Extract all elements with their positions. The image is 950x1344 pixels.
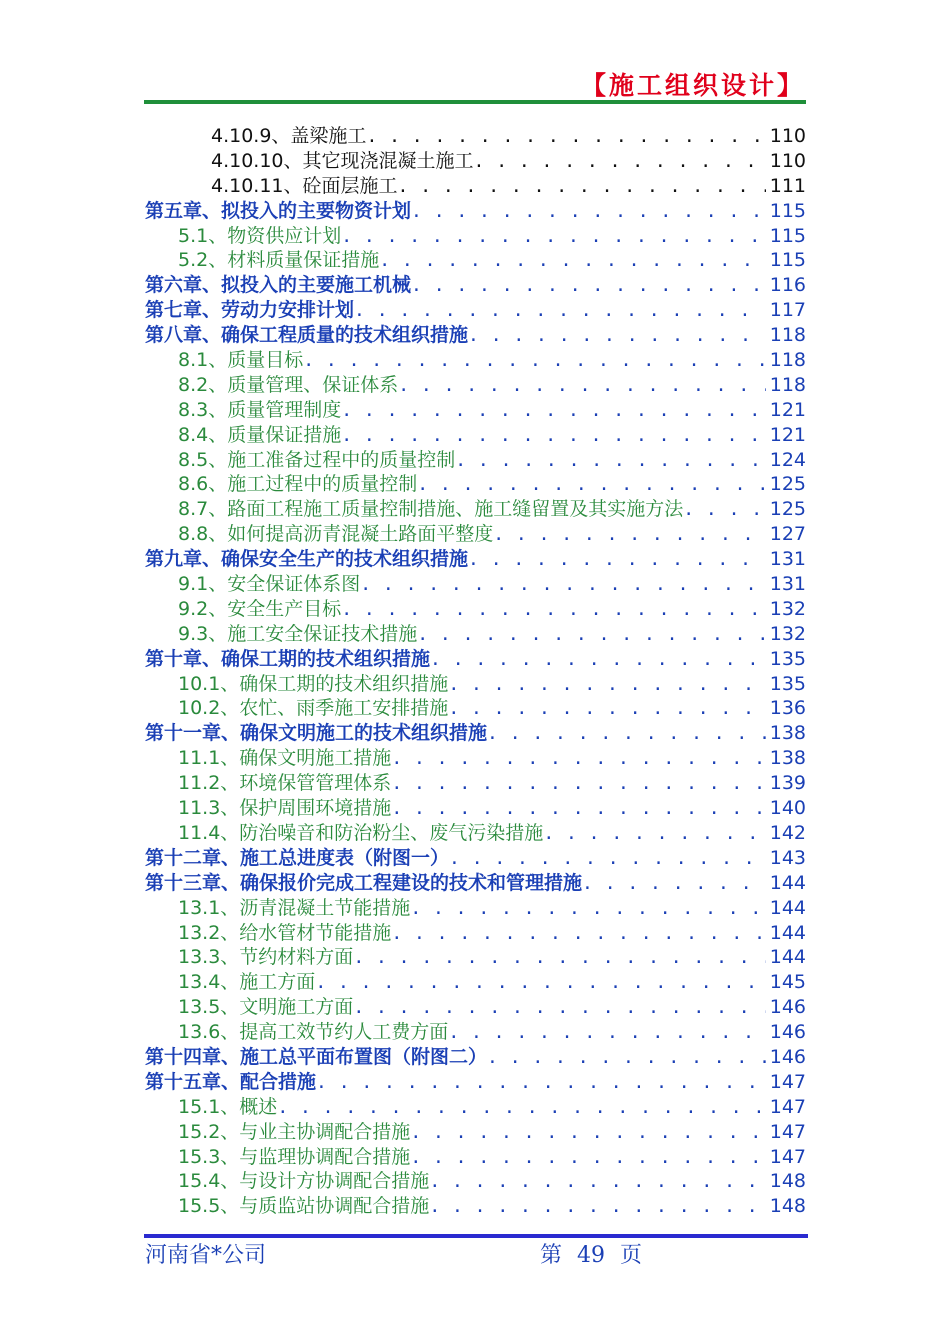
toc-entry[interactable]: [145, 522, 806, 547]
toc-entry-title: 15.4、与设计方协调配合措施: [178, 1170, 430, 1193]
toc-entry[interactable]: [145, 149, 806, 174]
toc-entry[interactable]: [145, 348, 806, 373]
toc-dot-leader: [316, 1071, 766, 1095]
toc-entry-page: 146: [769, 1021, 806, 1044]
toc-dot-leader: [582, 872, 766, 896]
toc-entry-page: 118: [769, 373, 806, 396]
toc-dot-leader: [353, 996, 765, 1020]
toc-entry-title: 13.3、节约材料方面: [178, 946, 354, 969]
toc-entry-title: 5.2、材料质量保证措施: [178, 249, 380, 272]
toc-entry-page: 125: [769, 473, 806, 496]
toc-entry-page: 139: [769, 772, 806, 795]
toc-entry[interactable]: [145, 746, 806, 771]
toc-dot-leader: [487, 722, 766, 746]
toc-dot-leader: [487, 1046, 766, 1070]
header-divider: [144, 100, 806, 104]
toc-dot-leader: [391, 797, 765, 821]
toc-entry-title: 8.3、质量管理制度: [178, 398, 342, 421]
toc-entry-page: 116: [769, 274, 806, 297]
toc-dot-leader: [455, 449, 766, 473]
toc-entry-title: 第九章、确保安全生产的技术组织措施: [145, 548, 469, 571]
toc-entry-title: 10.2、农忙、雨季施工安排措施: [178, 697, 449, 720]
toc-entry-title: 10.1、确保工期的技术组织措施: [178, 672, 449, 695]
toc-entry-page: 144: [769, 946, 806, 969]
toc-entry-page: 143: [769, 846, 806, 869]
toc-dot-leader: [448, 1021, 765, 1045]
toc-dot-leader: [341, 225, 766, 249]
toc-dot-leader: [417, 623, 766, 647]
toc-entry[interactable]: [145, 423, 806, 448]
toc-entry[interactable]: [145, 1020, 806, 1045]
toc-entry[interactable]: [145, 970, 806, 995]
toc-entry-page: 118: [769, 324, 806, 347]
toc-dot-leader: [398, 374, 766, 398]
toc-entry[interactable]: [145, 497, 806, 522]
toc-entry-page: 148: [769, 1195, 806, 1218]
toc-entry-page: 148: [769, 1170, 806, 1193]
toc-entry-title: 9.3、施工安全保证技术措施: [178, 622, 418, 645]
toc-entry[interactable]: [145, 622, 806, 647]
toc-dot-leader: [543, 822, 765, 846]
toc-entry[interactable]: [145, 945, 806, 970]
toc-entry-page: 117: [769, 299, 806, 322]
toc-entry-page: 146: [769, 1045, 806, 1068]
toc-entry-title: 11.2、环境保管管理体系: [178, 772, 392, 795]
toc-entry-page: 131: [769, 548, 806, 571]
toc-entry-title: 15.5、与质监站协调配合措施: [178, 1195, 430, 1218]
toc-entry-page: 138: [769, 747, 806, 770]
toc-entry[interactable]: [145, 846, 806, 871]
toc-entry[interactable]: [145, 323, 806, 348]
toc-entry-page: 140: [769, 797, 806, 820]
toc-dot-leader: [474, 150, 766, 174]
toc-dot-leader: [411, 200, 766, 224]
toc-entry-page: 124: [769, 448, 806, 471]
toc-dot-leader: [429, 1195, 765, 1219]
toc-entry-page: 147: [769, 1070, 806, 1093]
toc-entry[interactable]: [145, 1194, 806, 1219]
toc-entry[interactable]: [145, 199, 806, 224]
toc-entry-page: 138: [769, 722, 806, 745]
toc-entry[interactable]: [145, 448, 806, 473]
toc-entry-title: 13.6、提高工效节约人工费方面: [178, 1021, 449, 1044]
toc-entry-title: 15.1、概述: [178, 1095, 278, 1118]
toc-entry-page: 115: [769, 199, 806, 222]
toc-entry-page: 121: [769, 398, 806, 421]
toc-entry-title: 4.10.10、其它现浇混凝土施工: [211, 149, 474, 172]
toc-entry-page: 132: [769, 622, 806, 645]
toc-entry-title: 8.8、如何提高沥青混凝土路面平整度: [178, 523, 494, 546]
toc-entry-title: 第十二章、施工总进度表（附图一）: [145, 846, 450, 869]
toc-dot-leader: [448, 697, 765, 721]
toc-dot-leader: [410, 1146, 765, 1170]
toc-entry[interactable]: [145, 921, 806, 946]
toc-entry[interactable]: [145, 672, 806, 697]
toc-dot-leader: [417, 473, 766, 497]
toc-entry-title: 第十五章、配合措施: [145, 1070, 317, 1093]
toc-entry-title: 8.4、质量保证措施: [178, 423, 342, 446]
toc-entry-title: 第七章、劳动力安排计划: [145, 299, 355, 322]
toc-entry-title: 9.2、安全生产目标: [178, 597, 342, 620]
toc-entry-page: 111: [769, 174, 806, 197]
toc-entry[interactable]: [145, 373, 806, 398]
toc-dot-leader: [391, 922, 765, 946]
toc-dot-leader: [410, 1121, 765, 1145]
toc-entry-page: 146: [769, 996, 806, 1019]
table-of-contents: [145, 124, 806, 1219]
toc-entry-title: 4.10.9、盖梁施工: [211, 125, 367, 147]
toc-dot-leader: [468, 548, 766, 572]
toc-entry-title: 第六章、拟投入的主要施工机械: [145, 274, 412, 297]
toc-dot-leader: [379, 249, 766, 273]
toc-entry[interactable]: [145, 248, 806, 273]
toc-dot-leader: [411, 274, 766, 298]
toc-entry-page: 127: [769, 523, 806, 546]
document-header-title: 【施工组织设计】: [580, 71, 805, 100]
toc-entry-page: 118: [769, 349, 806, 372]
toc-dot-leader: [430, 648, 766, 672]
toc-entry[interactable]: [145, 771, 806, 796]
toc-dot-leader: [391, 747, 765, 771]
toc-entry-page: 121: [769, 423, 806, 446]
toc-entry-page: 147: [769, 1120, 806, 1143]
toc-dot-leader: [468, 324, 766, 348]
toc-entry[interactable]: [145, 398, 806, 423]
toc-dot-leader: [341, 399, 766, 423]
toc-dot-leader: [683, 498, 766, 522]
toc-entry-page: 135: [769, 672, 806, 695]
footer-page-number: 第 49 页: [540, 1243, 642, 1268]
toc-entry-page: 142: [769, 821, 806, 844]
toc-entry-title: 8.1、质量目标: [178, 349, 304, 372]
toc-dot-leader: [277, 1096, 765, 1120]
toc-entry-page: 132: [769, 597, 806, 620]
toc-entry-title: 5.1、物资供应计划: [178, 224, 342, 247]
toc-entry[interactable]: [145, 1120, 806, 1145]
toc-entry[interactable]: [145, 871, 806, 896]
toc-entry[interactable]: [145, 224, 806, 249]
toc-entry[interactable]: [145, 1045, 806, 1070]
toc-entry-title: 8.5、施工准备过程中的质量控制: [178, 448, 456, 471]
toc-entry-title: 4.10.11、砼面层施工: [211, 174, 398, 197]
toc-entry-page: 136: [769, 697, 806, 720]
toc-entry[interactable]: [145, 472, 806, 497]
toc-entry-page: 110: [769, 125, 806, 147]
toc-entry-title: 第十章、确保工期的技术组织措施: [145, 647, 431, 670]
toc-entry[interactable]: [145, 896, 806, 921]
toc-entry-title: 第十一章、确保文明施工的技术组织措施: [145, 722, 488, 745]
toc-entry[interactable]: [145, 721, 806, 746]
toc-dot-leader: [429, 1170, 765, 1194]
toc-dot-leader: [341, 598, 766, 622]
toc-dot-leader: [410, 897, 765, 921]
toc-entry-title: 11.4、防治噪音和防治粉尘、废气污染措施: [178, 821, 544, 844]
toc-entry[interactable]: [145, 1095, 806, 1120]
toc-entry-title: 13.5、文明施工方面: [178, 996, 354, 1019]
toc-entry-title: 15.3、与监理协调配合措施: [178, 1145, 411, 1168]
toc-entry-title: 9.1、安全保证体系图: [178, 573, 361, 596]
toc-entry-title: 8.7、路面工程施工质量控制措施、施工缝留置及其实施方法: [178, 498, 684, 521]
toc-entry[interactable]: [145, 647, 806, 672]
toc-entry-title: 第十四章、施工总平面布置图（附图二）: [145, 1045, 488, 1068]
toc-entry[interactable]: [145, 174, 806, 199]
toc-entry-page: 125: [769, 498, 806, 521]
toc-entry[interactable]: [145, 124, 806, 149]
toc-entry-title: 13.4、施工方面: [178, 971, 316, 994]
toc-entry-page: 144: [769, 921, 806, 944]
toc-entry-title: 8.6、施工过程中的质量控制: [178, 473, 418, 496]
toc-entry-page: 115: [769, 224, 806, 247]
toc-entry-title: 第八章、确保工程质量的技术组织措施: [145, 324, 469, 347]
toc-entry-title: 第五章、拟投入的主要物资计划: [145, 199, 412, 222]
toc-entry[interactable]: [145, 597, 806, 622]
toc-entry-title: 11.3、保护周围环境措施: [178, 797, 392, 820]
toc-entry-page: 145: [769, 971, 806, 994]
toc-dot-leader: [360, 573, 766, 597]
toc-entry[interactable]: [145, 572, 806, 597]
toc-entry[interactable]: [145, 273, 806, 298]
toc-entry[interactable]: [145, 995, 806, 1020]
toc-dot-leader: [341, 424, 766, 448]
toc-entry[interactable]: [145, 1070, 806, 1095]
toc-dot-leader: [303, 349, 766, 373]
toc-entry[interactable]: [145, 696, 806, 721]
toc-entry-title: 11.1、确保文明施工措施: [178, 747, 392, 770]
toc-dot-leader: [366, 125, 765, 149]
toc-entry-page: 144: [769, 871, 806, 894]
toc-entry[interactable]: [145, 298, 806, 323]
toc-dot-leader: [493, 523, 766, 547]
toc-entry-page: 144: [769, 896, 806, 919]
toc-entry[interactable]: [145, 547, 806, 572]
toc-entry[interactable]: [145, 1169, 806, 1194]
toc-entry-page: 147: [769, 1095, 806, 1118]
toc-entry-title: 13.1、沥青混凝土节能措施: [178, 896, 411, 919]
toc-entry[interactable]: [145, 796, 806, 821]
toc-entry-title: 8.2、质量管理、保证体系: [178, 373, 399, 396]
toc-dot-leader: [449, 847, 766, 871]
toc-dot-leader: [448, 673, 765, 697]
toc-entry-page: 110: [769, 149, 806, 172]
toc-entry-title: 13.2、给水管材节能措施: [178, 921, 392, 944]
footer-company: 河南省*公司: [145, 1243, 267, 1268]
toc-entry-page: 115: [769, 249, 806, 272]
toc-dot-leader: [315, 971, 765, 995]
toc-entry-page: 135: [769, 647, 806, 670]
toc-entry-title: 第十三章、确保报价完成工程建设的技术和管理措施: [145, 871, 583, 894]
toc-dot-leader: [353, 946, 765, 970]
toc-dot-leader: [354, 299, 766, 323]
toc-entry-title: 15.2、与业主协调配合措施: [178, 1120, 411, 1143]
toc-dot-leader: [391, 772, 765, 796]
toc-entry[interactable]: [145, 1145, 806, 1170]
toc-entry-page: 147: [769, 1145, 806, 1168]
toc-entry[interactable]: [145, 821, 806, 846]
toc-dot-leader: [398, 175, 766, 199]
toc-entry-page: 131: [769, 573, 806, 596]
